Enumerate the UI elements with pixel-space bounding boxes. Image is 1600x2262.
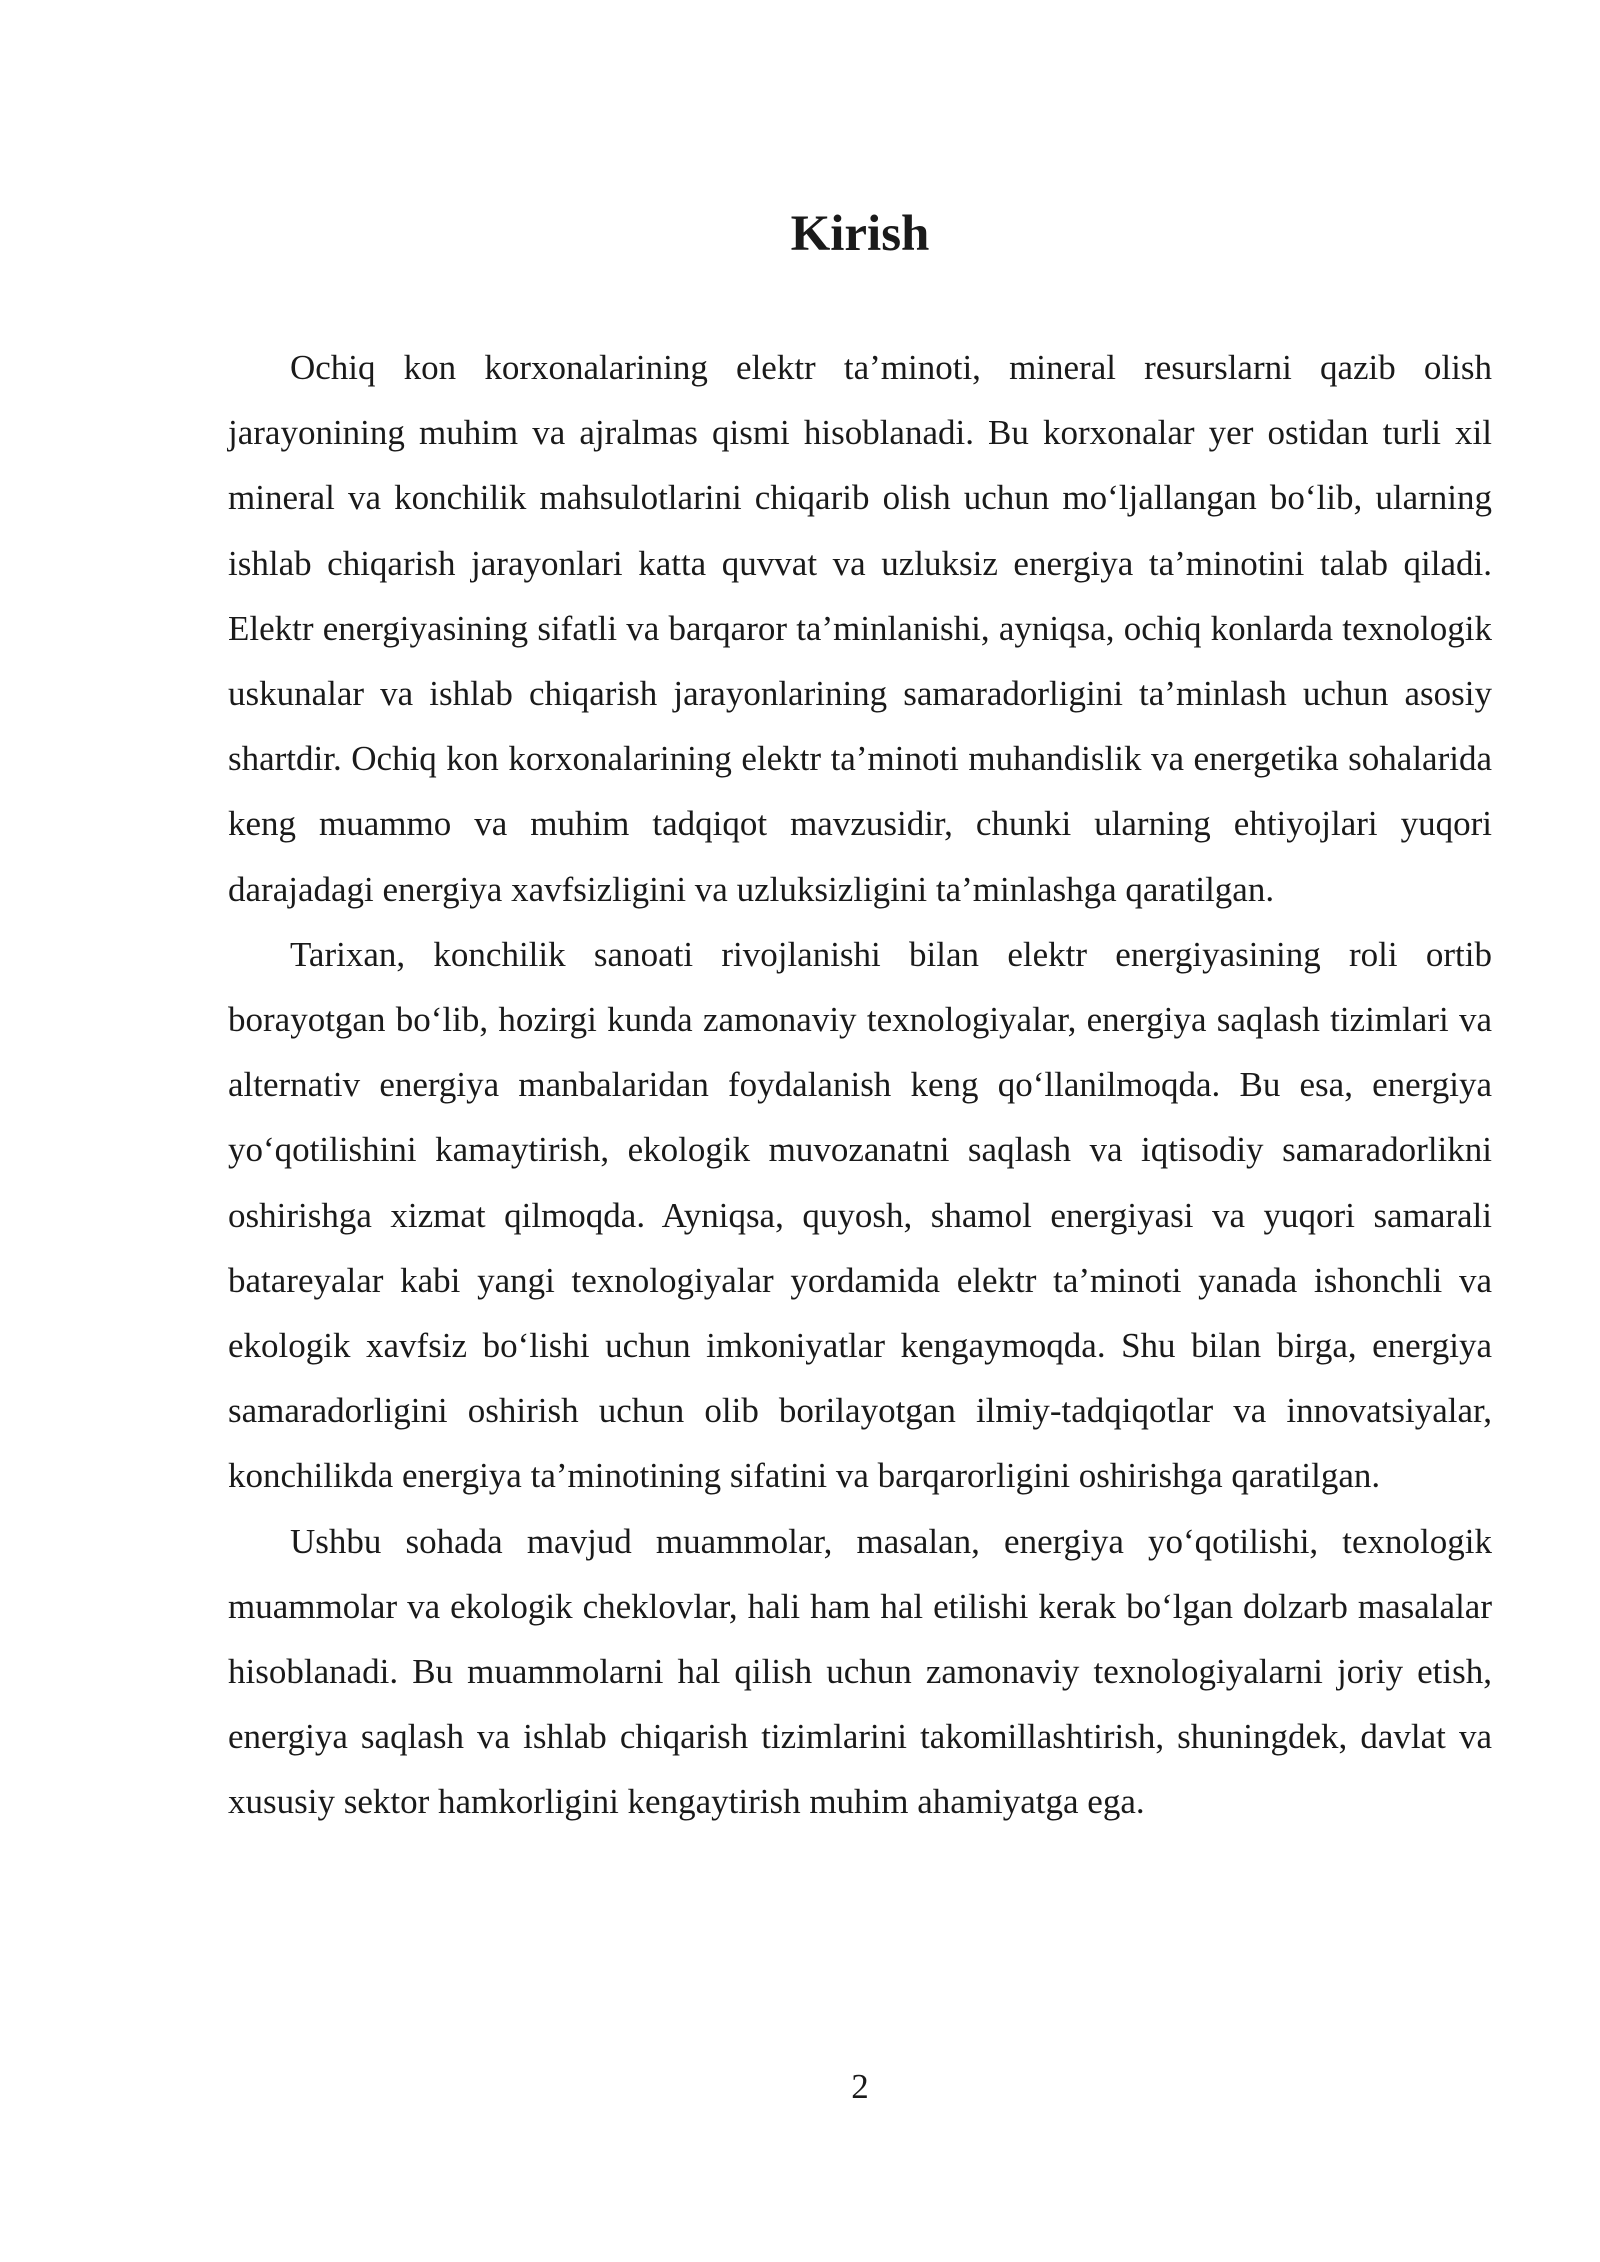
paragraph-3: Ushbu sohada mavjud muammolar, masalan, energiya yo‘qotilishi, texnologik muammolar va ekologik cheklovlar, hali ham hal etilishi kerak bo‘lgan dolzarb masalalar hisoblanadi. Bu muammolarni hal qilish uchun zamonaviy texnologiyalarni joriy etish, energiya saqlash va ishlab chiqarish tizimlarini takomillashtirish, shuningdek, davlat va xususiy sektor hamkorligini kengaytirish muhim ahamiyatga ega.: [228, 1521, 1492, 1822]
paragraph-1: Ochiq kon korxonalarining elektr ta’minoti, mineral resurslarni qazib olish jarayonining muhim va ajralmas qismi hisoblanadi. Bu korxonalar yer ostidan turli xil mineral va konchilik mahsulotlarini chiqarib olish uchun mo‘ljallangan bo‘lib, ularning ishlab chiqarish jarayonlari katta quvvat va uzluksiz energiya ta’minotini talab qiladi. Elektr energiyasining sifatli va barqaror ta’minlanishi, ayniqsa, ochiq konlarda texnologik uskunalar va ishlab chiqarish jarayonlarining samaradorligini ta’minlash uchun asosiy shartdir. Ochiq kon korxonalarining elektr ta’minoti muhandislik va energetika sohalarida keng muammo va muhim tadqiqot mavzusidir, chunki ularning ehtiyojlari yuqori darajadagi energiya xavfsizligini va uzluksizligini ta’minlashga qaratilgan.: [228, 348, 1492, 909]
paragraph-2: Tarixan, konchilik sanoati rivojlanishi bilan elektr energiyasining roli ortib borayotgan bo‘lib, hozirgi kunda zamonaviy texnologiyalar, energiya saqlash tizimlari va alternativ energiya manbalaridan foydalanish keng qo‘llanilmoqda. Bu esa, energiya yo‘qotilishini kamaytirish, ekologik muvozanatni saqlash va iqtisodiy samaradorlikni oshirishga xizmat qilmoqda. Ayniqsa, quyosh, shamol energiyasi va yuqori samarali batareyalar kabi yangi texnologiyalar yordamida elektr ta’minoti yanada ishonchli va ekologik xavfsiz bo‘lishi uchun imkoniyatlar kengaymoqda. Shu bilan birga, energiya samaradorligini oshirish uchun olib borilayotgan ilmiy-tadqiqotlar va innovatsiyalar, konchilikda energiya ta’minotining sifatini va barqarorligini oshirishga qaratilgan.: [228, 934, 1492, 1496]
page-number: 2: [851, 2067, 869, 2106]
body-text: [228, 335, 1492, 1835]
page-title: Kirish: [790, 206, 930, 262]
